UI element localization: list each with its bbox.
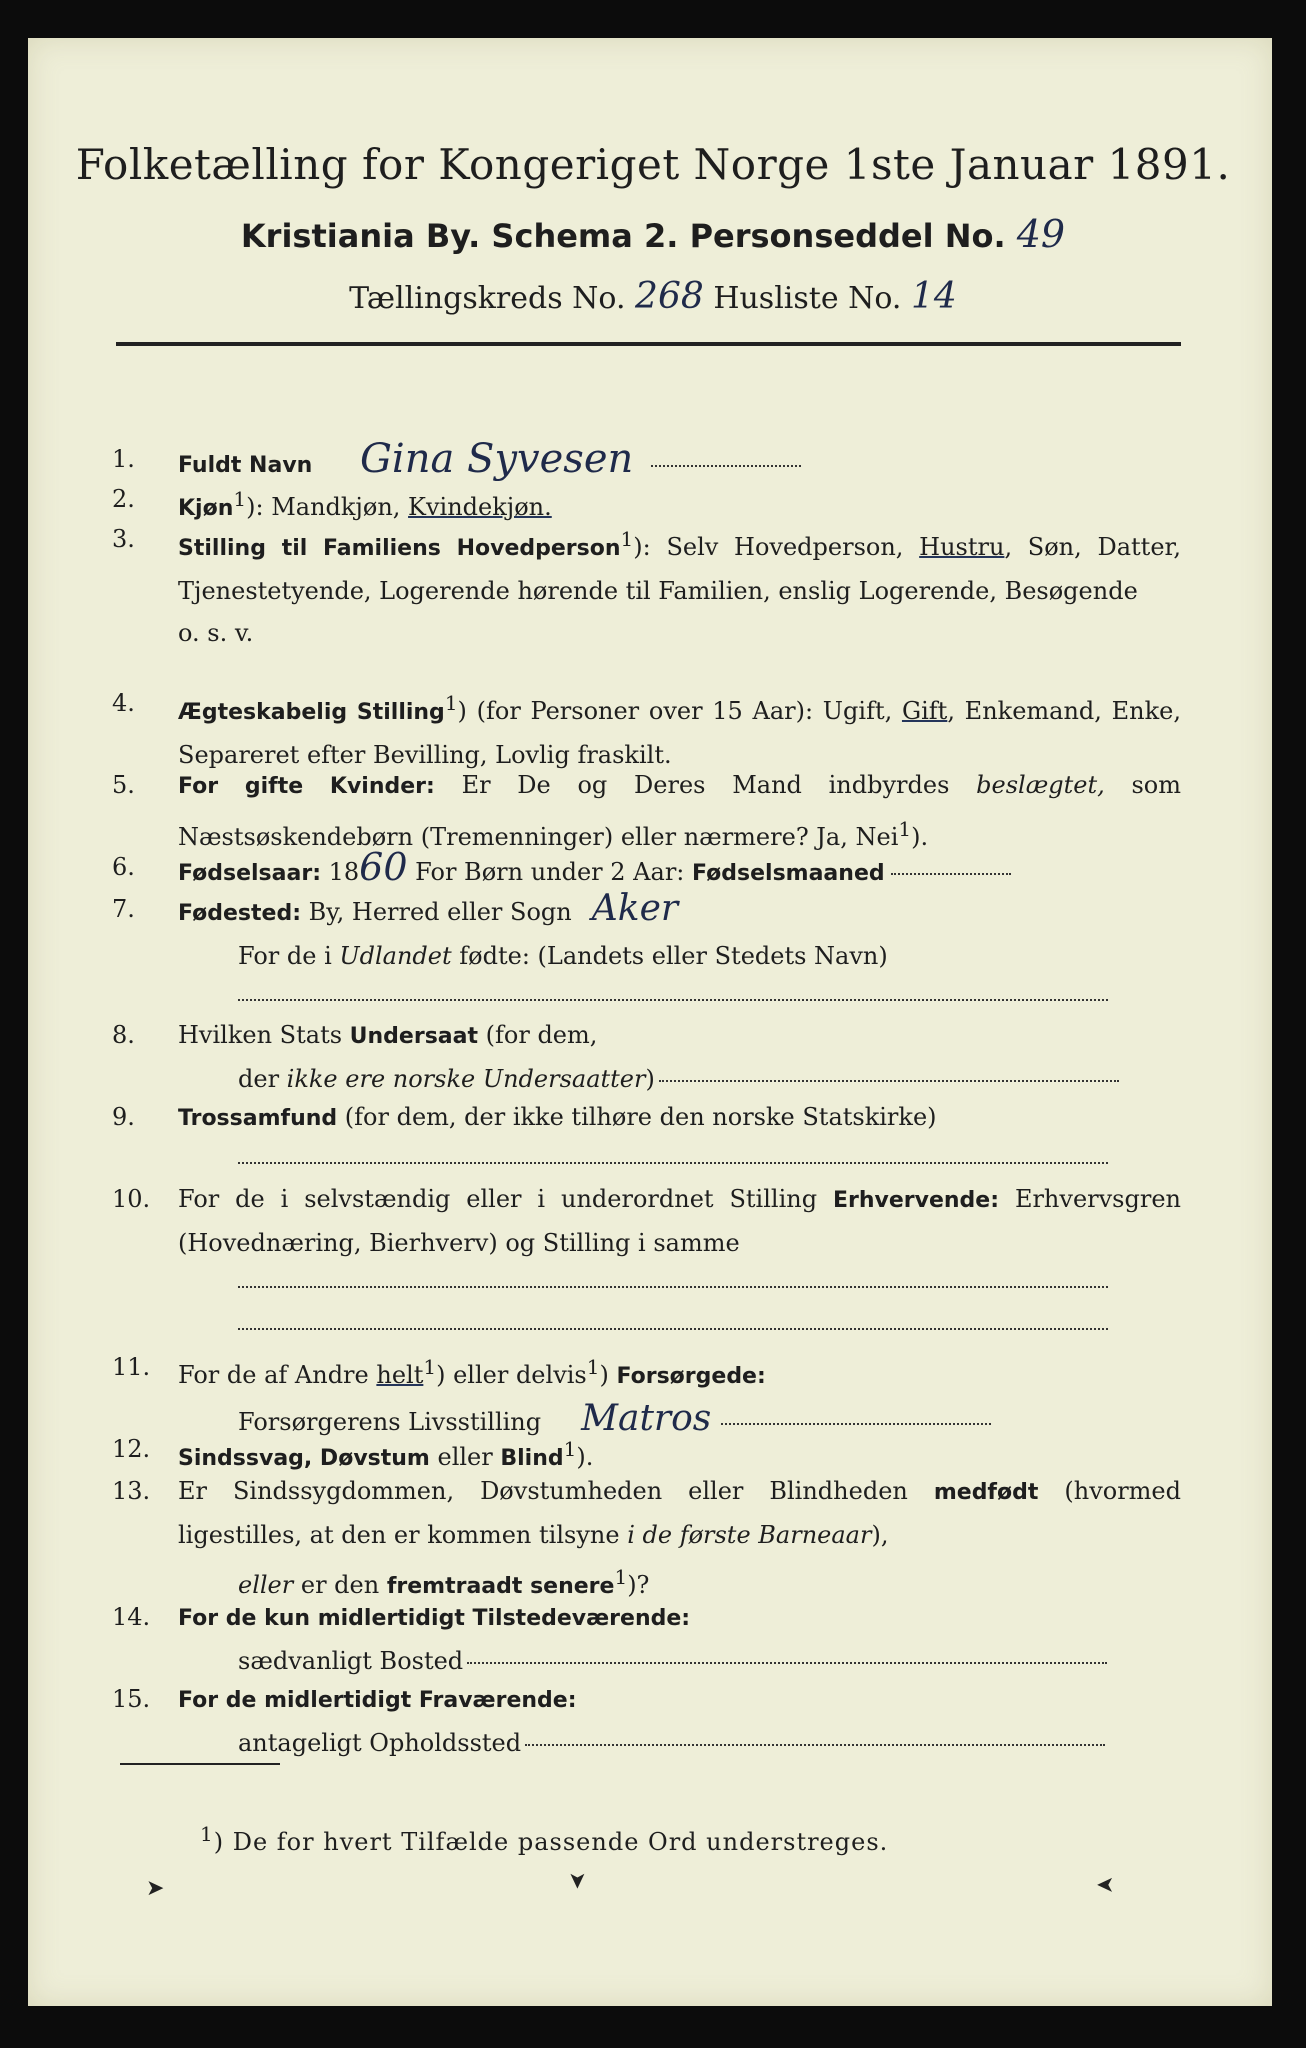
item-text: Er Sindssygdommen, Døvstumheden eller Blindheden [178, 1477, 934, 1505]
item-label: Fuldt Navn [178, 453, 313, 478]
item-text: beslægtet, [976, 771, 1105, 799]
footnote-rule [120, 1763, 280, 1765]
header-rule [116, 342, 1181, 346]
item-label: Trossamfund [178, 1106, 338, 1131]
item-label: Fødselsmaaned [692, 861, 885, 886]
footnote-ref: 1 [614, 1565, 628, 1589]
footnote-ref: 1 [586, 1355, 600, 1379]
item-text: For de af Andre [178, 1361, 377, 1389]
item-label: Sindssvag, Døvstum [178, 1446, 430, 1471]
form-counters [0, 276, 1306, 317]
fill-line [238, 999, 1108, 1001]
fill-line [467, 1662, 1107, 1664]
item-number: 15. [112, 1685, 151, 1713]
item-number: 7. [112, 895, 135, 923]
corner-mark-left: ➤ [146, 1876, 165, 1901]
husliste-number: 14 [911, 276, 957, 317]
personseddel-label: Kristiania By. Schema 2. Personseddel No. [240, 217, 1006, 255]
fill-line [891, 873, 1011, 875]
item-label: Kjøn [178, 496, 234, 521]
item-text: Forsørgerens Livsstilling [238, 1408, 542, 1436]
fill-line [238, 1162, 1108, 1164]
item-label: Erhvervende: [832, 1188, 1000, 1213]
footnote-ref: 1 [233, 487, 247, 511]
item-text: )? [627, 1571, 650, 1599]
item-label: fremtraadt senere [386, 1574, 615, 1599]
item-text: ), [871, 1521, 889, 1549]
full-name-value: Gina Syvesen [359, 436, 634, 482]
corner-mark-center: ➤ [564, 1871, 590, 1890]
item-text: ) (for Personer over 15 Aar): Ugift, [457, 697, 902, 725]
item-text: ): Selv Hovedperson, [633, 533, 920, 561]
item-text: ). [576, 1443, 594, 1471]
item-text: Hvilken Stats [178, 1021, 350, 1049]
underlined-choice: Hustru [919, 533, 1005, 561]
item-text: ) [645, 1065, 655, 1093]
item-number: 9. [112, 1103, 135, 1131]
item-label: Stilling til Familiens Hovedperson [178, 536, 621, 561]
underlined-choice: Kvindekjøn. [408, 493, 552, 521]
item-label: For de midlertidigt Fraværende: [178, 1688, 577, 1713]
item-number: 8. [112, 1021, 135, 1049]
fill-line [721, 1423, 991, 1425]
item-text: i de første Barneaar [627, 1521, 872, 1549]
fill-line [238, 1328, 1108, 1330]
taellingskreds-number: 268 [635, 276, 704, 317]
item-text: For Børn under 2 Aar: [407, 858, 693, 886]
footnote [200, 1822, 888, 1856]
footnote-ref: 1 [620, 527, 634, 551]
footnote-ref: 1 [563, 1437, 577, 1461]
item-text: Erhvervsgren (Hovednæring, Bierhverv) og Stilling i samme [178, 1185, 1181, 1257]
item-text: (for dem, [478, 1021, 598, 1049]
husliste-label: Husliste No. [713, 281, 902, 316]
form-title: Folketælling for Kongeriget Norge 1ste Januar 1891. [75, 140, 1231, 189]
footnote-text: ) De for hvert Tilfælde passende Ord understreges. [213, 1828, 889, 1856]
item-text: By, Herred eller Sogn [301, 898, 572, 926]
item-number: 5. [112, 771, 135, 799]
fill-line [238, 1286, 1108, 1288]
underlined-choice: helt [376, 1361, 424, 1389]
item-number: 3. [112, 525, 135, 553]
footnote-ref: 1 [898, 817, 912, 841]
item-number: 13. [112, 1477, 151, 1505]
item-label: Forsørgede: [616, 1364, 766, 1389]
item-text: eller [429, 1443, 501, 1471]
item-text: ). [911, 823, 929, 851]
item-label: Undersaat [349, 1024, 479, 1049]
item-text: ): Mandkjøn, [246, 493, 409, 521]
item-number: 14. [112, 1603, 151, 1631]
item-label: For gifte Kvinder: [178, 774, 435, 799]
item-text: Er De og Deres Mand indbyrdes [434, 771, 977, 799]
item-text: som Næstsøskendebørn (Tremenninger) eller nærmere? Ja, Nei [178, 771, 1182, 851]
item-text: o. s. v. [178, 619, 254, 647]
fill-line [651, 465, 801, 467]
fill-line [659, 1080, 1119, 1082]
item-label: Fødselsaar: [178, 861, 321, 886]
birthplace-value: Aker [591, 888, 679, 929]
item-text: er den [293, 1571, 387, 1599]
item-label: Blind [500, 1446, 564, 1471]
item-number: 1. [112, 445, 135, 473]
item-label: For de kun midlertidigt Tilstedeværende: [178, 1606, 691, 1631]
item-text: Udlandet [339, 942, 452, 970]
fill-line [525, 1744, 1105, 1746]
item-text: ) [599, 1361, 617, 1389]
item-text: For de i selvstændig eller i underordnet Stilling [178, 1185, 833, 1213]
item-text: fødte: (Landets eller Stedets Navn) [451, 942, 888, 970]
item-text: 18 [321, 858, 360, 886]
item-text: ) eller delvis [436, 1361, 587, 1389]
corner-mark-right: ➤ [1096, 1872, 1115, 1897]
item-text: (hvormed ligestilles, at den er kommen tilsyne [178, 1477, 1181, 1549]
item-text: ikke ere norske Undersaatter [286, 1065, 646, 1093]
item-label: medfødt [933, 1480, 1039, 1505]
item-text: antageligt Opholdssted [238, 1729, 522, 1757]
item-number: 6. [112, 853, 135, 881]
item-text: , Søn, Datter, Tjenestetyende, Logerende hørende til Familien, enslig Logerende, Besøgende [178, 533, 1181, 605]
item-text: For de i [238, 942, 340, 970]
item-number: 4. [112, 689, 135, 717]
item-number: 2. [112, 485, 135, 513]
item-number: 11. [112, 1353, 151, 1381]
item-label: Fødested: [178, 901, 301, 926]
birth-year-value: 60 [359, 845, 408, 889]
item-text: eller [238, 1571, 294, 1599]
item-text: , Enkemand, Enke, Separeret efter Bevilling, Lovlig fraskilt. [178, 697, 1181, 769]
footnote-ref: 1 [423, 1355, 437, 1379]
item-text: sædvanligt Bosted [238, 1647, 464, 1675]
footnote-ref: 1 [444, 691, 458, 715]
item-text: der [238, 1065, 287, 1093]
item-label: Ægteskabelig Stilling [178, 700, 445, 725]
personseddel-number: 49 [1016, 212, 1066, 256]
provider-occupation-value: Matros [581, 1398, 712, 1439]
taellingskreds-label: Tællingskreds No. [349, 281, 626, 316]
footnote-mark: 1 [200, 1822, 214, 1846]
item-number: 12. [112, 1435, 151, 1463]
form-subtitle [0, 212, 1306, 256]
item-text: (for dem, der ikke tilhøre den norske Statskirke) [337, 1103, 937, 1131]
underlined-choice: Gift [901, 697, 948, 725]
item-number: 10. [112, 1185, 151, 1213]
